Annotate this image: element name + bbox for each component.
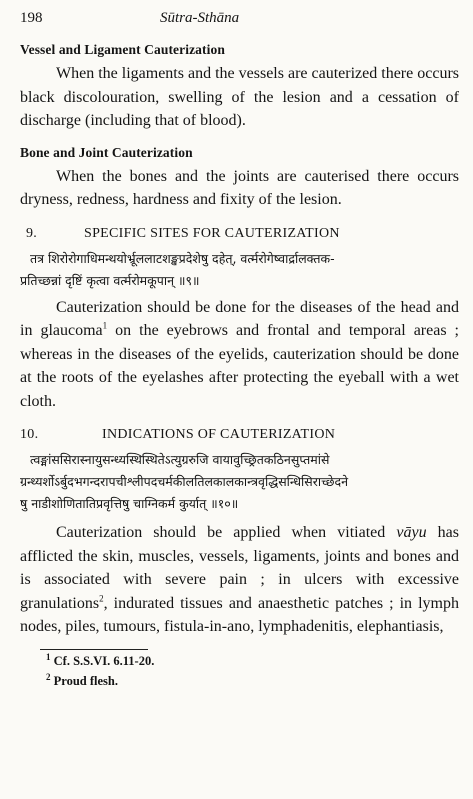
sanskrit-line: ग्रन्थ्यर्शोऽर्बुदभगन्दरापचीश्लीपदचर्मकीलतिलकालकान्त्रवृद्धिसन्धिसिराच्छेदने — [20, 474, 349, 489]
paragraph-text: has afflicted the skin, muscles, vessels, ligaments, joints and bones and is associated with severe pain ; in ulcers with excessive granulations — [20, 524, 459, 612]
section-10-sanskrit — [20, 449, 459, 515]
paragraph-text: , indurated tissues and anaesthetic patches ; in lymph nodes, piles, tumours, fistula-in-ano, lymphadenitis, elephantiasis, — [20, 594, 459, 635]
page-number: 198 — [20, 10, 43, 26]
vessel-paragraph: When the ligaments and the vessels are cauterized there occurs black discolouration, swelling of the lesion and a cessation of discharge (including that of blood). — [20, 65, 459, 129]
paragraph-text: Cauterization should be done for the diseases of the head and in glaucoma — [20, 298, 459, 339]
section-9-heading — [20, 226, 459, 242]
running-title: Sūtra-Sthāna — [160, 10, 240, 26]
footnote-number: 2 — [46, 671, 51, 682]
section-9-sanskrit — [20, 248, 459, 292]
section-10-heading — [20, 427, 459, 443]
footnote-ref-1: 1 — [102, 320, 108, 331]
paragraph-text: on the eyebrows and frontal and temporal areas ; whereas in the diseases of the eyelids, cauterization should be done at the roots of the eyelashes after protecting the eyeball with a wet cloth. — [20, 322, 459, 410]
vessel-heading: Vessel and Ligament Cauterization — [20, 42, 225, 57]
section-9-paragraph — [20, 296, 459, 414]
section-10-title: INDICATIONS OF CAUTERIZATION — [102, 427, 336, 442]
section-10-paragraph — [20, 521, 459, 639]
section-9-title: SPECIFIC SITES FOR CAUTERIZATION — [84, 225, 340, 241]
bone-paragraph: When the bones and the joints are cauterised there occurs dryness, redness, hardness and fixity of the lesion. — [20, 167, 459, 208]
footnote-2 — [46, 671, 459, 689]
footnote-number: 1 — [46, 651, 51, 662]
footnote-ref-2: 2 — [99, 593, 104, 604]
footnote-text: Proud flesh. — [50, 673, 118, 688]
page-header — [20, 10, 459, 34]
footnote-1 — [46, 651, 459, 669]
bone-heading: Bone and Joint Cauterization — [20, 144, 193, 160]
section-9-number: 9. — [26, 225, 38, 241]
vayu-term: vāyu — [396, 524, 427, 541]
section-10-number: 10. — [20, 427, 39, 442]
paragraph-text: Cauterization should be applied when vitiated — [56, 524, 397, 541]
sanskrit-line: त्वङ्मांससिरास्नायुसन्ध्यस्थिस्थितेऽत्युग्ररुजि वायावुच्छ्रितकठिनसुप्तमांसे — [30, 452, 330, 467]
sanskrit-line: षु नाडीशोणितातिप्रवृत्तिषु चाग्निकर्म कुर्यात् ॥१०॥ — [20, 496, 239, 511]
footnote-text: Cf. S.S.VI. 6.11-20. — [50, 653, 155, 668]
sanskrit-line: तत्र शिरोरोगाधिमन्थयोर्भ्रूललाटशङ्खप्रदेशेषु दहेत्, वर्त्मरोगेष्वार्द्रालक्तक- — [30, 250, 335, 266]
sanskrit-line: प्रतिच्छन्नां दृष्टिं कृत्वा वर्त्मरोमकूपान् ॥९॥ — [20, 272, 200, 288]
footnote-divider — [40, 649, 148, 650]
